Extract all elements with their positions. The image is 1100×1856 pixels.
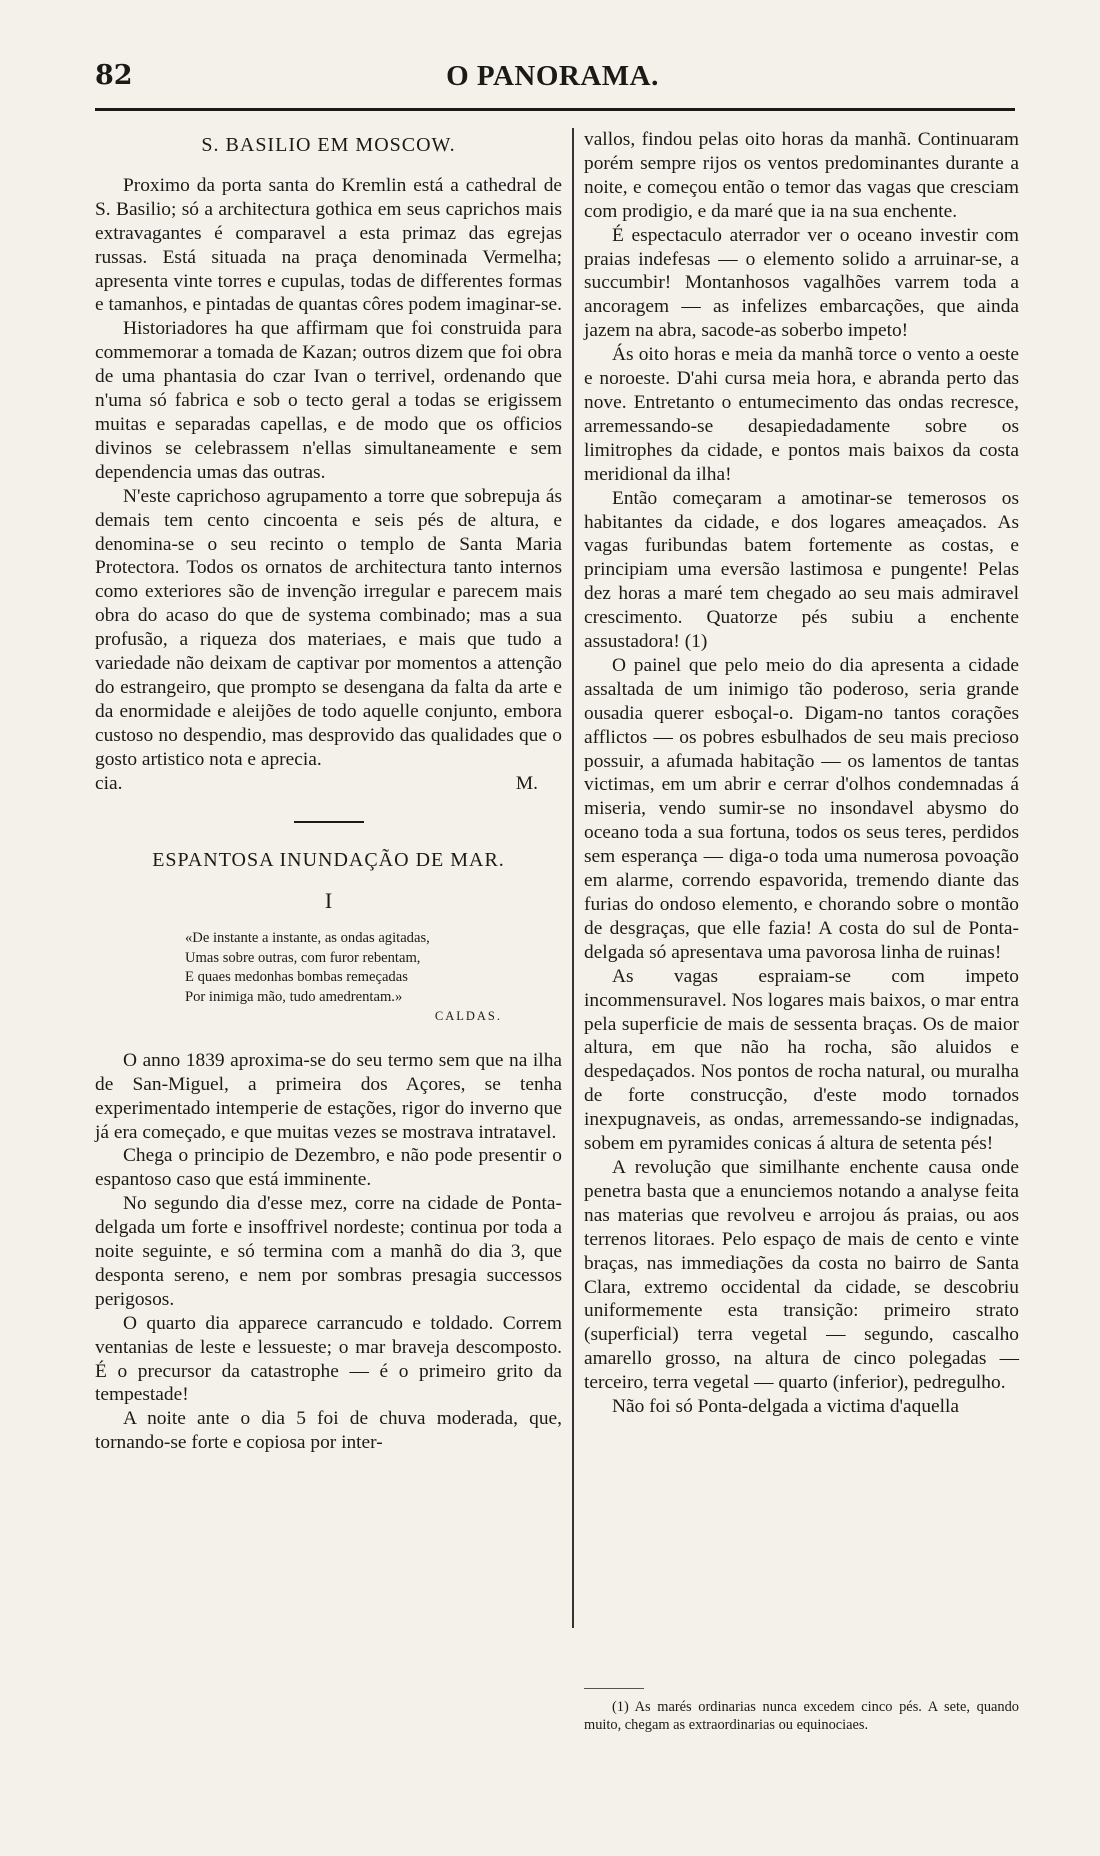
article-title-inundacao: ESPANTOSA INUNDAÇÃO DE MAR.	[152, 849, 505, 872]
page-header	[95, 52, 1010, 102]
section-divider	[294, 821, 364, 823]
article-paragraph: Não foi só Ponta-delgada a victima d'aquella	[612, 1396, 960, 1418]
epigraph-line: Por inimiga mão, tudo amedrentam.»	[185, 988, 403, 1005]
article-paragraph: Então começaram a amotinar-se temerosos os habitantes da cidade, e dos logares ameaçados. As vagas furibundas batem fortemente as costas, e principiam uma eversão lastimosa e pungente! Pelas dez horas a maré tem chegado ao seu mais admiravel crescimento. Quatorze pés subiu a enchente assustadora! (1)	[584, 487, 1019, 653]
article-paragraph: A noite ante o dia 5 foi de chuva moderada, que, tornando-se forte e copiosa por inter-	[95, 1408, 562, 1454]
article-title-s-basilio: S. BASILIO EM MOSCOW.	[201, 134, 456, 156]
article-paragraph: O anno 1839 aproxima-se do seu termo sem que na ilha de San-Miguel, a primeira dos Açores, se tenha experimentado intemperie de estações, rigor do inverno que já era começado, e que muitas vezes se mostrava intratavel.	[95, 1049, 562, 1143]
article-paragraph: O painel que pelo meio do dia apresenta a cidade assaltada de um inimigo tão poderoso, seria grande ousadia querer esboçal-o. Digam-no tantos corações afflictos — os pobres esbulhados de seu mais precioso possuir, a afumada habitação — os lamentos de tantas victimas, em um abrir e cerrar d'olhos condemnadas á miseria, vendo sumir-se no insondavel abysmo do oceano toda a sua fortuna, todos os seus teres, perdidos sem esperança — diga-o toda uma numerosa povoação em alarme, correndo espavorida, tremendo diante das furias do ondoso elemento, e chorando sobre o montão de desgraças, que elle fazia! A costa do sul de Ponta-delgada só apresentava uma pavorosa linha de ruinas!	[584, 654, 1019, 963]
article-paragraph: N'este caprichoso agrupamento a torre que sobrepuja ás demais tem cento cincoenta e seis pés de altura, e denomina-se o seu recinto o templo de Santa Maria Protectora. Todos os ornatos de architectura tanto internos como exteriores são de invenção irregular e parecem mais obra do acaso do que de systema combinado; mas a sua profusão, a riqueza dos materiaes, e mais que tudo a variedade não deixam de captivar por momentos a attenção do estrangeiro, que prompto se desengana da falta da arte e da enormidade e aleijões de todo aquelle conjunto, embora custoso no despendio, mas desprovido das qualidades que o gosto artistico nota e aprecia.	[95, 485, 562, 770]
header-rule	[95, 108, 1015, 111]
epigraph	[185, 929, 562, 1027]
author-signature: M.	[515, 772, 538, 794]
article-paragraph: A revolução que similhante enchente causa onde penetra basta que a enunciemos notando a analyse feita nas materias que revolveu e arrojou ás praias, ou aos terrenos litoraes. Pelo espaço de mais de cento e vinte braças, nas immediações da costa no bairro de Santa Clara, extremo occidental da cidade, se descobriu uniformemente esta transição: primeiro strato (superficial) terra vegetal — segundo, cascalho amarello grosso, na altura de cinco polegadas — terceiro, terra vegetal — quarto (inferior), pedregulho.	[584, 1156, 1019, 1394]
part-number: I	[324, 888, 333, 914]
article-paragraph: É espectaculo aterrador ver o oceano investir com praias indefesas — o elemento solido a arruinar-se, a succumbir! Montanhosos vagalhões varrem toda a ancoragem — as infelizes embarcações, que ainda jazem na abra, sacode-as soberbo impeto!	[584, 224, 1019, 342]
article-paragraph: Ás oito horas e meia da manhã torce o vento a oeste e noroeste. D'ahi cursa meia hora, e abranda perto das nove. Entretanto o entumecimento das ondas recresce, arremessando-se desapiedadamente sobre os limitrophes da cidade, e pontos mais baixos da costa meridional da ilha!	[584, 344, 1019, 485]
epigraph-line: «De instante a instante, as ondas agitadas,	[185, 930, 430, 947]
epigraph-author: CALDAS.	[434, 1009, 502, 1024]
article-paragraph: Historiadores ha que affirmam que foi construida para commemorar a tomada de Kazan; outros dizem que foi obra de uma phantasia do czar Ivan o terrivel, ordenando que n'uma só fabrica e sob o tecto geral a todas se erigissem muitas e separadas capellas, e de modo que os officios divinos se celebrassem n'ellas simultaneamente e sem dependencia umas das outras.	[95, 318, 562, 483]
epigraph-line: E quaes medonhas bombas remeçadas	[185, 969, 408, 986]
column-divider	[572, 128, 574, 1628]
footnote-text: (1) As marés ordinarias nunca excedem cinco pés. A sete, quando muito, chegam as extraordinarias ou equinociaes.	[584, 1699, 1019, 1733]
footnote-rule	[584, 1688, 644, 1689]
footnote	[584, 1698, 1019, 1734]
article-paragraph: Chega o principio de Dezembro, e não pode presentir o espantoso caso que está imminente.	[95, 1145, 562, 1191]
journal-title: O PANORAMA.	[446, 60, 659, 92]
right-column	[584, 128, 1019, 1419]
signature-line-end: cia.	[95, 772, 123, 794]
left-column	[95, 128, 562, 1455]
epigraph-line: Umas sobre outras, com furor rebentam,	[185, 949, 421, 966]
article-paragraph: Proximo da porta santa do Kremlin está a cathedral de S. Basilio; só a architectura gothica em seus caprichos mais extravagantes é comparavel a esta primaz das egrejas russas. Está situada na praça denominada Vermelha; apresenta vinte torres e cupulas, todas de differentes formas e tamanhos, e pintadas de quantas côres podem imaginar-se.	[95, 174, 562, 316]
article-paragraph: As vagas espraiam-se com impeto incommensuravel. Nos logares mais baixos, o mar entra pela superficie de mais de sessenta braças. Os de maior altura, em que não ha rocha, são aluidos e despedaçados. Nos pontos de rocha natural, ou muralha de forte construcção, d'este modo tornados inexpugnaveis, as ondas, arremessando-se indignadas, sobem em pyramides conicas á altura de setenta pés!	[584, 965, 1019, 1155]
signature-line	[95, 772, 562, 796]
article-paragraph: O quarto dia apparece carrancudo e toldado. Correm ventanias de leste e lessueste; o mar braveja descomposto. É o precursor da catastrophe — é o primeiro grito da tempestade!	[95, 1312, 562, 1406]
article-paragraph: No segundo dia d'esse mez, corre na cidade de Ponta-delgada um forte e insoffrivel nordeste; continua por toda a noite seguinte, e só termina com a manhã do dia 3, que desponta sereno, e nem por sombras presagia successos perigosos.	[95, 1193, 562, 1310]
article-paragraph: vallos, findou pelas oito horas da manhã. Continuaram porém sempre rijos os ventos predominantes durante a noite, e começou então o temor das vagas que cresciam com prodigio, e da maré que ia na sua enchente.	[584, 129, 1019, 222]
page-number: 82	[95, 60, 133, 91]
